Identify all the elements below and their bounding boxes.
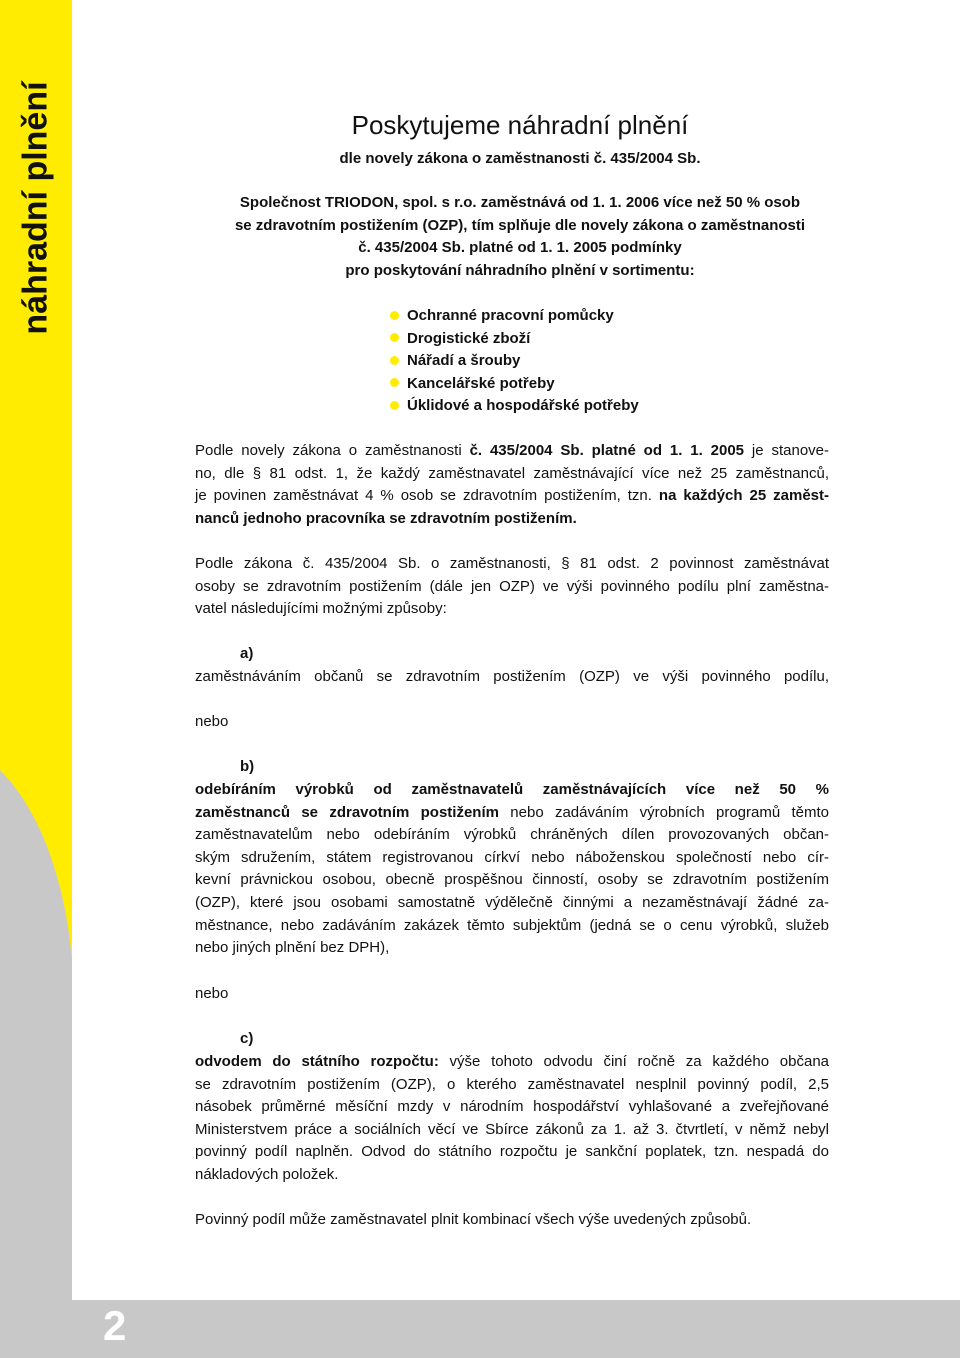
intro-line: se zdravotním postižením (OZP), tím splňuje dle novely zákona o zaměstnanosti (234, 216, 806, 234)
option-a-label: a) (240, 645, 254, 662)
list-item: Kancelářské potřeby (390, 373, 639, 396)
intro-line: Společnost TRIODON, spol. s r.o. zaměstnává od 1. 1. 2006 více než 50 % osob (239, 194, 801, 211)
bullet-dot-icon (390, 333, 399, 342)
list-item: Drogistické zboží (390, 328, 639, 351)
law-paragraph-2: Podle zákona č. 435/2004 Sb. o zaměstnanosti, § 81 odst. 2 povinnost zaměstnávat osoby se zdravotním postižením (dále jen OZP) ve výši povinného podílu plní zaměstna- vatel následujícími možnými způsoby: (195, 555, 829, 618)
bullet-dot-icon (390, 356, 399, 365)
page-subtitle: dle novely zákona o zaměstnanosti č. 435/2004 Sb. (339, 150, 701, 167)
closing-paragraph: Povinný podíl může zaměstnavatel plnit kombinací všech výše uvedených způsobů. (195, 1211, 752, 1228)
intro-text (195, 192, 845, 282)
product-list (390, 305, 639, 418)
list-item: Ochranné pracovní pomůcky (390, 305, 639, 328)
or-separator: nebo (195, 713, 229, 730)
list-item: Nářadí a šrouby (390, 350, 639, 373)
option-b-text: odebíráním výrobků od zaměstnavatelů zaměstnávajících více než 50 % zaměstnanců se zdravotním postižením nebo zadáváním výrobních programů těmto zaměstnavatelům nebo odebíráním výrobků chráněných dílen provozovaných občan- ským sdružením, státem registrovanou církví nebo náboženskou společností nebo cír- kevní právnickou osobou, obecně prospěšnou činností, osoby se zdravotním postižením (OZP), které jsou osobami samostatně výdělečně činnými a nezaměstnávají žádné za- městnance, nebo zadáváním zakázek těmto subjektům (jedná se o cenu výrobků, služeb nebo jiných plnění bez DPH), (195, 781, 829, 957)
law-paragraph-1: Podle novely zákona o zaměstnanosti č. 435/2004 Sb. platné od 1. 1. 2005 je stanove- no, dle § 81 odst. 1, že každý zaměstnavatel zaměstnávající více než 25 zaměstnanců, je povinen zaměstnávat 4 % osob se zdravotním postižením, tzn. na každých 25 zaměst- nanců jednoho pracovníka se zdravotním postižením. (195, 442, 829, 527)
page-title: Poskytujeme náhradní plnění (351, 110, 689, 140)
option-c-text: odvodem do státního rozpočtu: výše tohoto odvodu činí ročně za každého občana se zdravotním postižením (OZP), o kterého zaměstnavatel nesplnil povinný podíl, 2,5 násobek průměrné měsíční mzdy v národním hospodářství vyhlašované a zveřejňované Ministerstvem práce a sociálních věcí ve Sbírce zákonů za 1. až 3. čtvrtletí, v němž nebyl povinný podíl naplněn. Odvod do státního rozpočtu je sankční poplatek, tzn. nespadá do nákladových položek. (195, 1053, 829, 1183)
option-c-label: c) (240, 1030, 254, 1047)
or-separator: nebo (195, 985, 229, 1002)
sidebar-title: náhradní plnění (16, 81, 55, 335)
option-b-label: b) (240, 758, 255, 775)
intro-line: č. 435/2004 Sb. platné od 1. 1. 2005 podmínky (358, 239, 682, 256)
bullet-dot-icon (390, 311, 399, 320)
option-a-text: zaměstnáváním občanů se zdravotním postižením (OZP) ve výši povinného podílu, (195, 668, 829, 685)
bullet-dot-icon (390, 401, 399, 410)
list-item: Úklidové a hospodářské potřeby (390, 395, 639, 418)
page-number: 2 (103, 1302, 127, 1349)
intro-line: pro poskytování náhradního plnění v sortimentu: (345, 261, 695, 279)
bullet-dot-icon (390, 378, 399, 387)
